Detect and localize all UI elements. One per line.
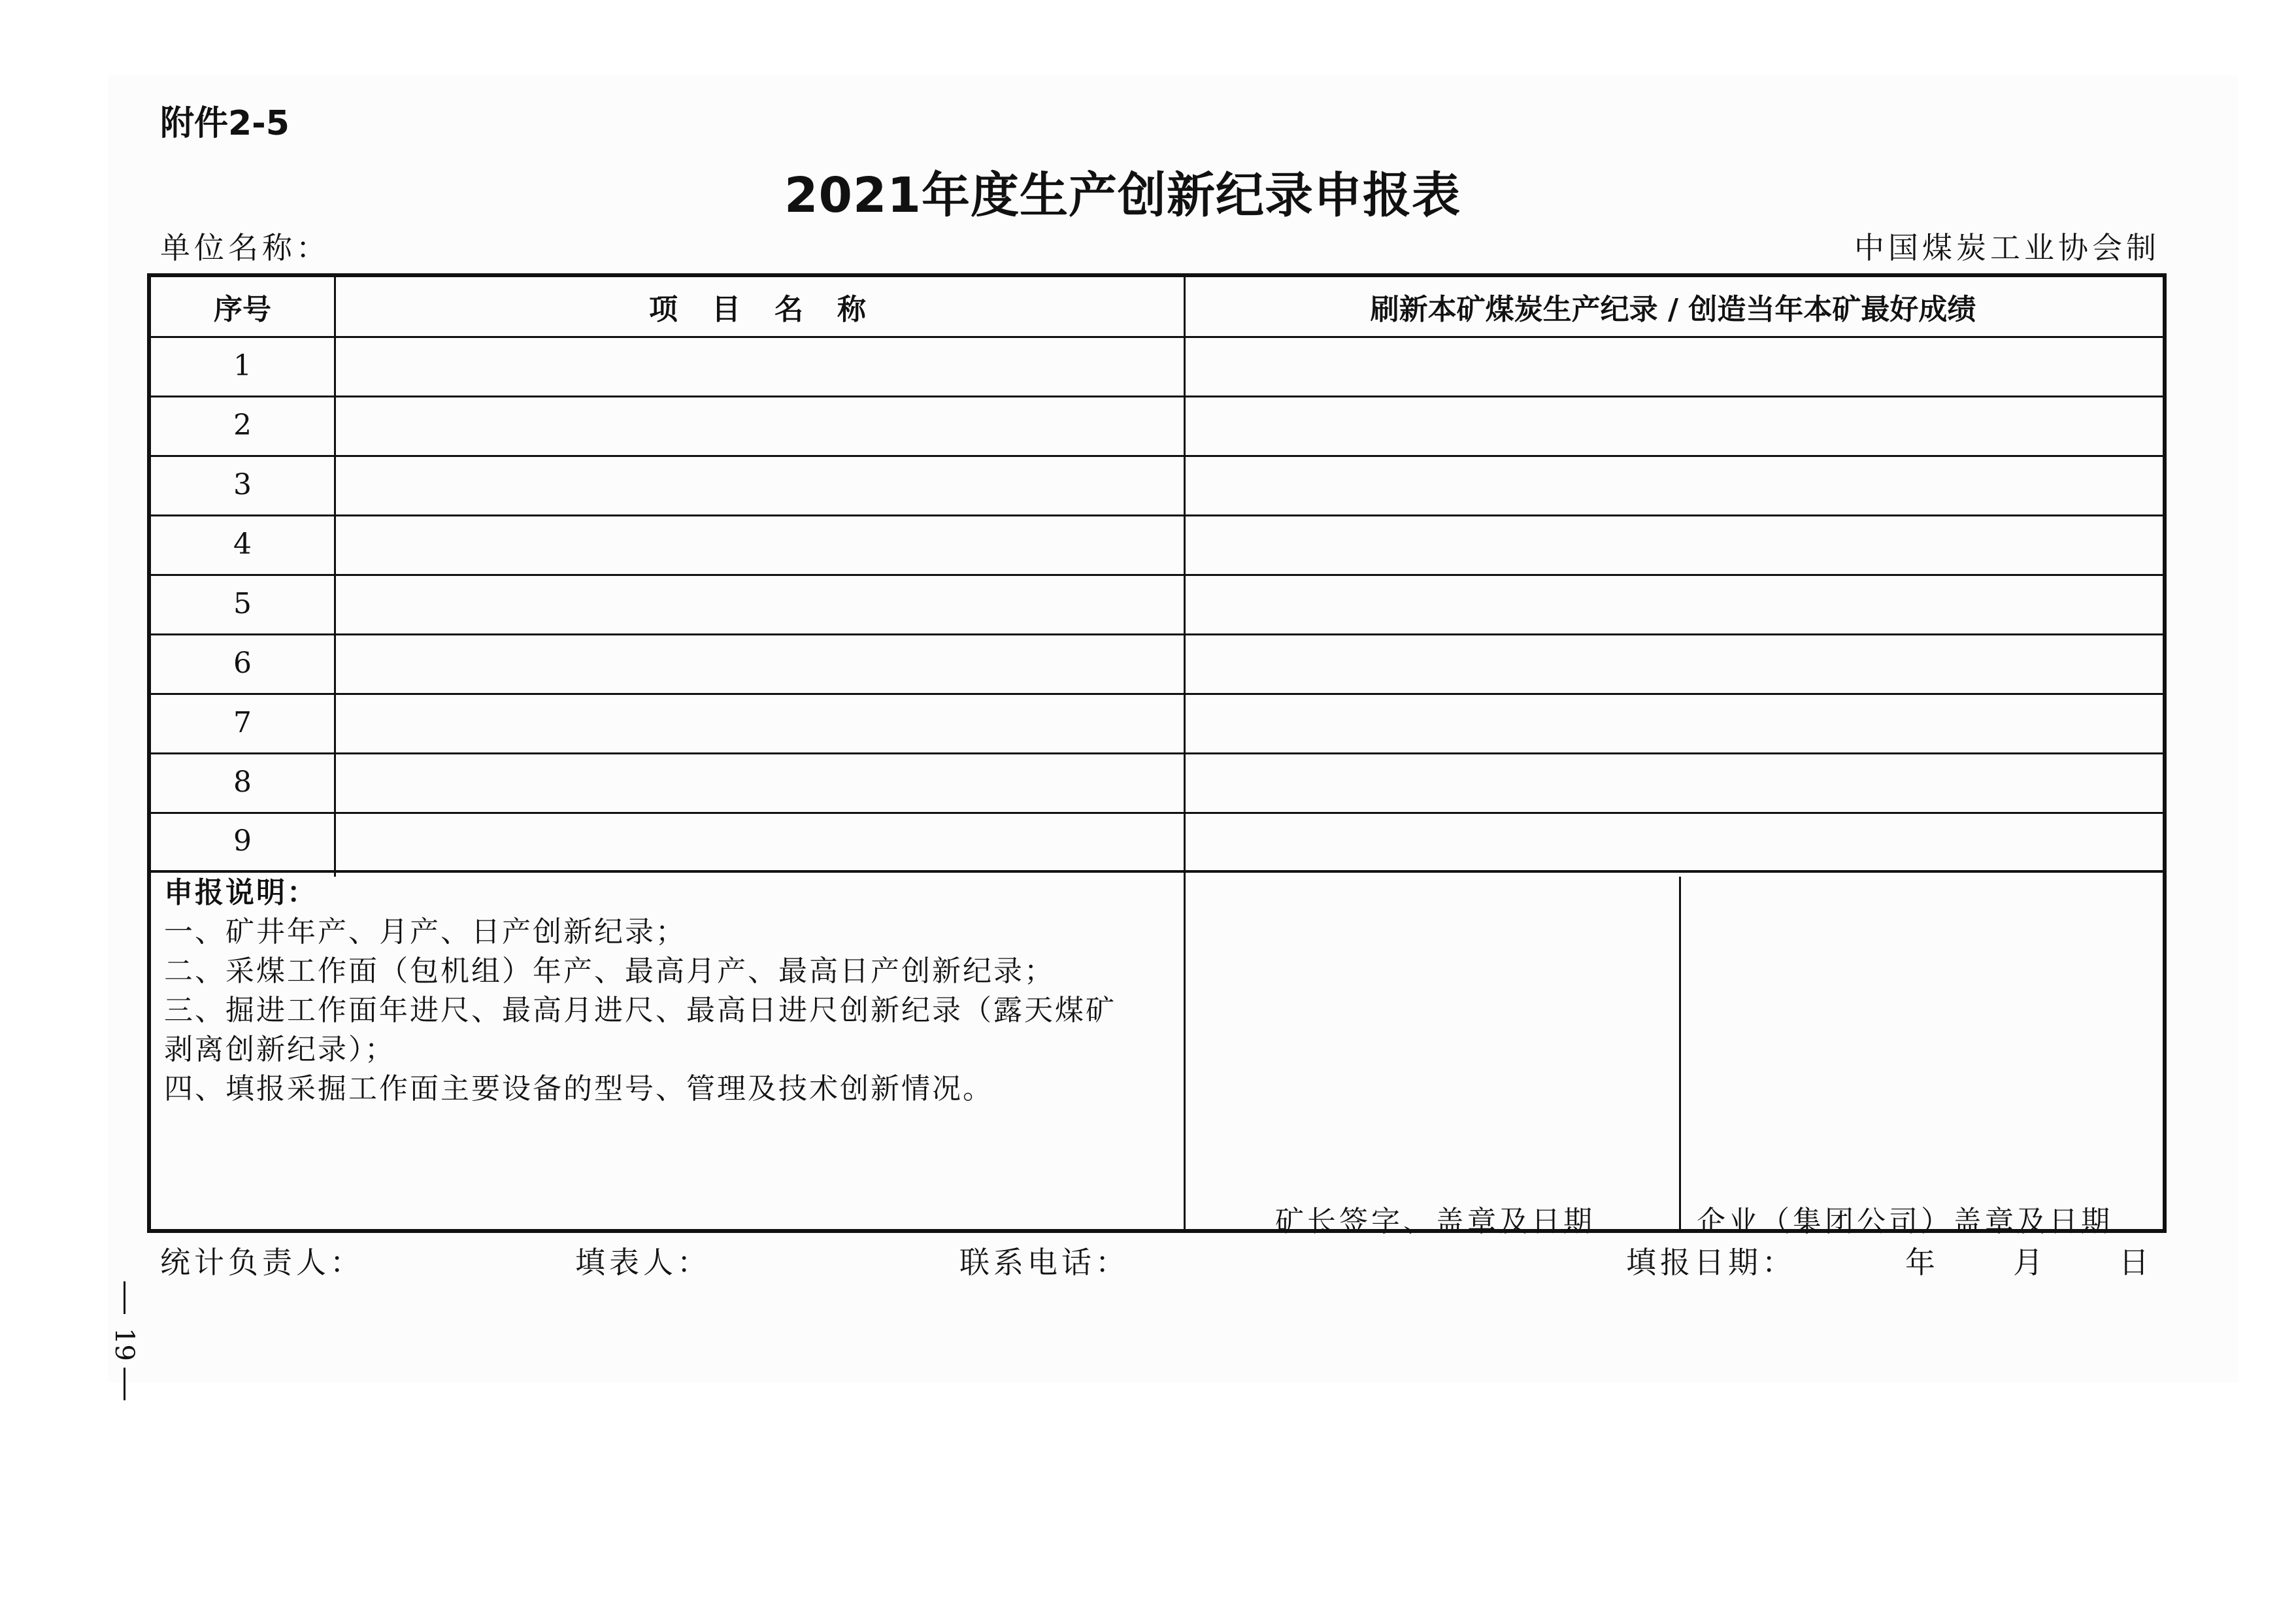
mine-signature-caption: 矿长签字、盖章及日期 — [1275, 1205, 1595, 1238]
row-number: 5 — [233, 587, 252, 620]
statistics-owner-label: 统计负责人： — [160, 1245, 364, 1280]
phone-label: 联系电话： — [959, 1245, 1129, 1280]
note-line: 剥离创新纪录）； — [164, 1033, 395, 1066]
page-number — [111, 1281, 137, 1400]
unit-name-label: 单位名称： — [160, 230, 330, 265]
note-line: 四、填报采掘工作面主要设备的型号、管理及技术创新情况。 — [164, 1072, 993, 1105]
col-divider-2 — [1184, 277, 1186, 1233]
note-line: 三、掘进工作面年进尺、最高月进尺、最高日进尺创新纪录（露天煤矿 — [164, 994, 1116, 1027]
company-seal-caption: 企业（集团公司）盖章及日期 — [1697, 1205, 2113, 1238]
application-notes — [164, 873, 1116, 1109]
row-rule — [151, 514, 2163, 516]
row-number: 1 — [233, 349, 252, 382]
row-rule — [151, 693, 2163, 695]
row-rule — [151, 574, 2163, 576]
sign-divider — [1679, 877, 1681, 1233]
notes-rule — [151, 870, 2163, 873]
row-number: 3 — [233, 468, 252, 501]
date-year: 年 — [1905, 1245, 1939, 1280]
row-rule — [151, 396, 2163, 397]
note-line: 一、矿井年产、月产、日产创新纪录； — [164, 915, 686, 949]
row-number: 7 — [233, 706, 252, 739]
page-dash — [124, 1281, 125, 1314]
header-seq: 序号 — [214, 293, 271, 326]
attachment-label: 附件2-5 — [160, 104, 290, 143]
row-rule — [151, 752, 2163, 754]
header-rule — [151, 336, 2163, 338]
header-project-name: 项 目 名 称 — [649, 293, 869, 326]
col-divider-1 — [334, 277, 336, 877]
form-title: 2021年度生产创新纪录申报表 — [784, 167, 1461, 224]
date-label: 填报日期： — [1626, 1245, 1796, 1280]
row-number: 8 — [233, 766, 252, 799]
header-record: 刷新本矿煤炭生产纪录 / 创造当年本矿最好成绩 — [1370, 293, 1976, 326]
page-number-value: 19 — [109, 1328, 139, 1361]
note-line: 二、采煤工作面（包机组）年产、最高月产、最高日产创新纪录； — [164, 954, 1055, 988]
row-rule — [151, 812, 2163, 814]
notes-title: 申报说明： — [164, 876, 318, 909]
row-rule — [151, 633, 2163, 635]
date-day: 日 — [2119, 1245, 2153, 1280]
page-dash — [124, 1368, 125, 1400]
filler-label: 填表人： — [575, 1245, 711, 1280]
row-number: 2 — [233, 409, 252, 442]
issuer-label: 中国煤炭工业协会制 — [1854, 230, 2160, 265]
row-rule — [151, 455, 2163, 457]
date-month: 月 — [2013, 1245, 2047, 1280]
row-number: 6 — [233, 647, 252, 680]
application-table — [147, 273, 2167, 1238]
row-number: 9 — [233, 824, 252, 858]
row-number: 4 — [233, 528, 252, 561]
